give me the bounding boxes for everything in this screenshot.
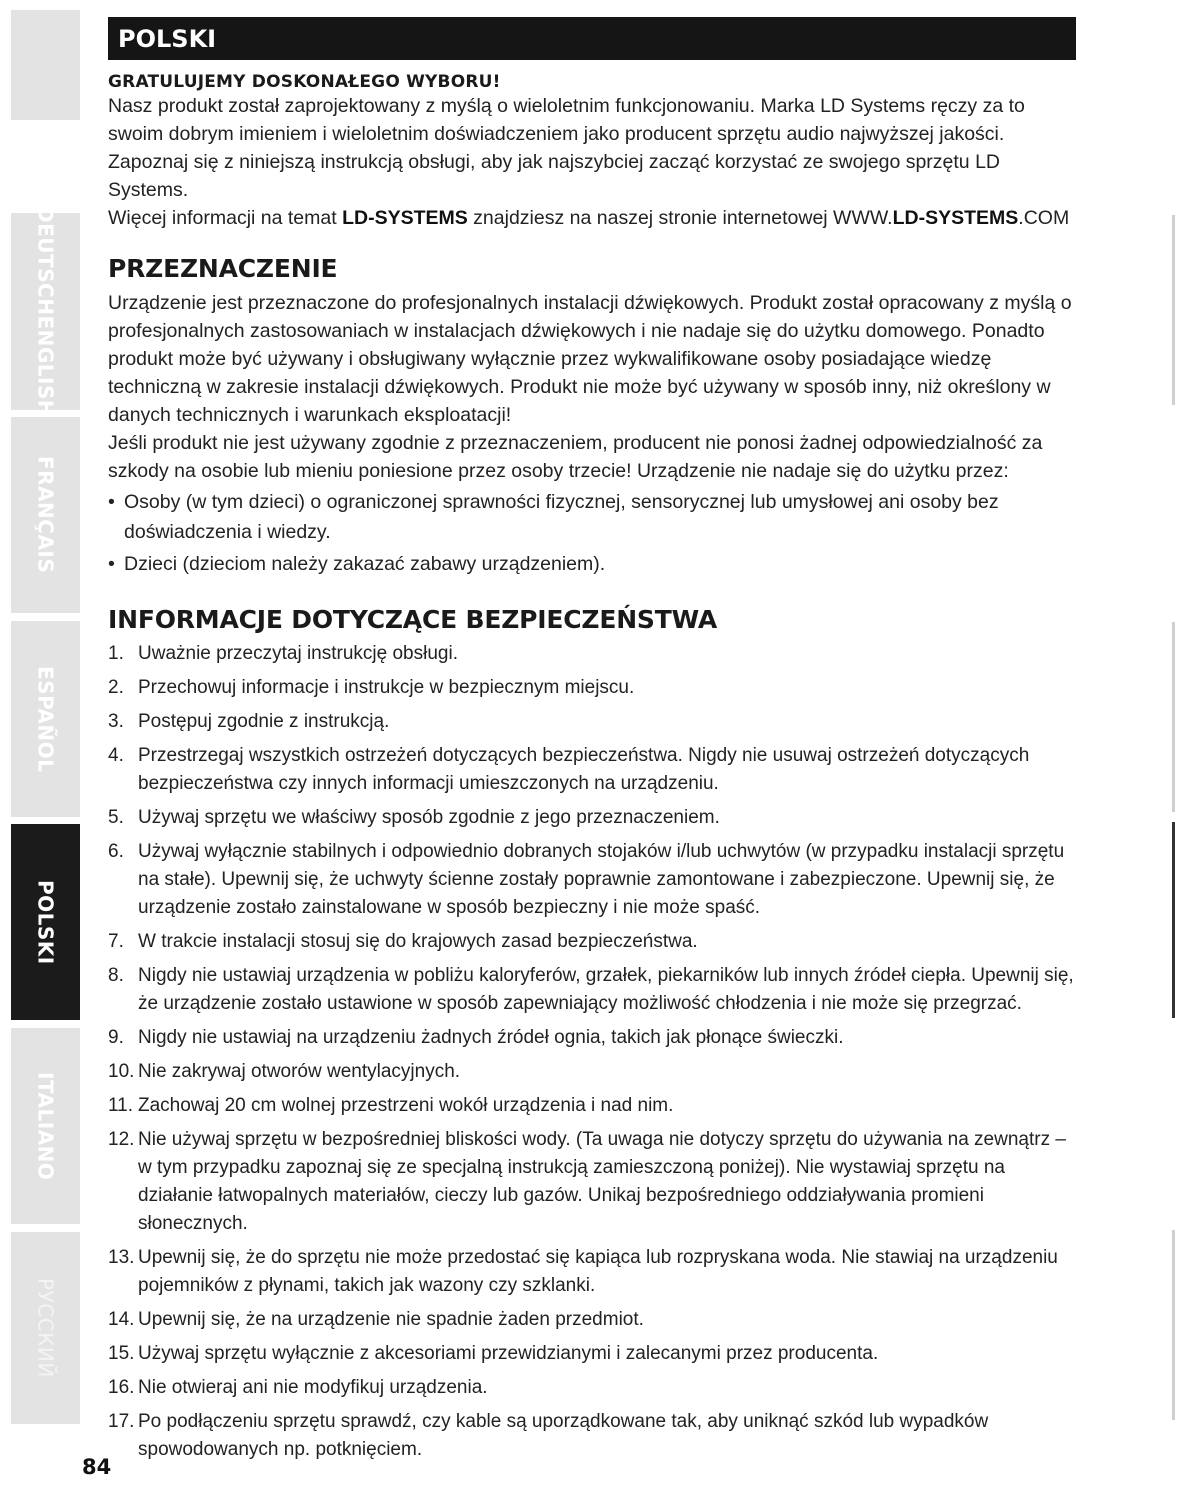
website-suffix[interactable]: .COM (1018, 207, 1070, 229)
safety-item-text: Postępuj zgodnie z instrukcją. (138, 711, 390, 732)
purpose-text-1: Urządzenie jest przeznaczone do profesjonalnych instalacji dźwiękowych. Produkt został opracowany z myślą o profesjonalnych zastosowaniach w instalacjach dźwiękowych i nie nadaje się do użytku domowego. Ponadto produkt może być używany i obsługiwany wyłącznie przez wykwalifikowane osoby posiadające wiedzę techniczną w zakresie instalacji dźwiękowych. Produkt nie może być używany w sposób inny, niż określony w danych technicznych i warunkach eksploatacji! (108, 292, 1072, 426)
page-title: POLSKI (118, 24, 217, 53)
safety-item (108, 742, 1076, 798)
purpose-heading: PRZEZNACZENIE (108, 254, 338, 283)
safety-item (108, 928, 1076, 956)
safety-item-text: Nie otwieraj ani nie modyfikuj urządzenia. (138, 1377, 488, 1398)
safety-item-text: Używaj wyłącznie stabilnych i odpowiednio dobranych stojaków i/lub uchwytów (w przypadku instalacji sprzętu na stałe). Upewnij się, że uchwyty ścienne zostały poprawnie zamontowane i zabezpieczone. Upewnij się, że urządzenie zostało zainstalowane w sposób bezpieczny i nie może spaść. (138, 841, 1065, 918)
safety-item-text: Nie używaj sprzętu w bezpośredniej bliskości wody. (Ta uwaga nie dotyczy sprzętu do używania na zewnątrz – w tym przypadku zapoznaj się ze specjalną instrukcją zamieszczoną poniżej). Nie wystawiaj sprzętu na działanie łatwopalnych materiałów, cieczy lub gazów. Unikaj bezpośredniego oddziaływania promieni słonecznych. (138, 1129, 1066, 1234)
safety-item (108, 962, 1076, 1018)
intro-text: Nasz produkt został zaprojektowany z myślą o wieloletnim funkcjonowaniu. Marka LD Systems ręczy za to swoim dobrym imieniem i wieloletnim doświadczeniem jako producent sprzętu audio najwyższej jakości. Zapoznaj się z niniejszą instrukcją obsługi, aby jak najszybciej zacząć korzystać ze swojego sprzętu LD Systems. (108, 95, 1025, 201)
safety-item-text: Zachowaj 20 cm wolnej przestrzeni wokół urządzenia i nad nim. (138, 1095, 674, 1116)
tab-label: РУССКИЙ (33, 1278, 58, 1378)
safety-item (108, 838, 1076, 922)
intro-heading: GRATULUJEMY DOSKONAŁEGO WYBORU! (108, 72, 501, 92)
safety-item-text: Po podłączeniu sprzętu sprawdź, czy kable są uporządkowane tak, aby uniknąć szkód lub wypadków spowodowanych np. potknięciem. (138, 1411, 989, 1460)
safety-item (108, 1058, 1076, 1086)
edge-mark (1172, 622, 1175, 812)
tab-label: FRANÇAIS (33, 456, 58, 574)
bullet-text: Osoby (w tym dzieci) o ograniczonej sprawności fizycznej, sensorycznej lub umysłowej ani osoby bez doświadczenia i wiedzy. (124, 491, 999, 543)
intro-more-info (108, 204, 1076, 232)
safety-item-number: 7. (108, 931, 124, 952)
safety-item-text: Przechowuj informacje i instrukcje w bezpiecznym miejscu. (138, 677, 635, 698)
tab-label: ITALIANO (33, 1071, 58, 1181)
safety-item-text: Nie zakrywaj otworów wentylacyjnych. (138, 1061, 461, 1082)
safety-item-text: Używaj sprzętu we właściwy sposób zgodnie z jego przeznaczeniem. (138, 807, 720, 828)
safety-item-text: Używaj sprzętu wyłącznie z akcesoriami przewidzianymi i zalecanymi przez producenta. (138, 1343, 879, 1364)
tab-francais[interactable] (11, 417, 80, 613)
safety-item-number: 10. (108, 1061, 135, 1082)
safety-item-number: 4. (108, 745, 124, 766)
safety-heading: INFORMACJE DOTYCZĄCE BEZPIECZEŃSTWA (108, 605, 717, 634)
bullet-dot: • (108, 491, 115, 513)
safety-item (108, 1024, 1076, 1052)
tab-polski[interactable] (11, 824, 80, 1020)
purpose-bullet (108, 549, 1076, 579)
safety-item-number: 14. (108, 1309, 135, 1330)
bullet-dot: • (108, 553, 115, 575)
safety-item (108, 1340, 1076, 1368)
more-info-prefix: Więcej informacji na temat (108, 207, 343, 229)
tab-label: ESPAÑOL (33, 665, 58, 773)
safety-item (108, 640, 1076, 668)
page-content (108, 17, 1076, 1470)
safety-item-number: 3. (108, 711, 124, 732)
safety-item-text: Uważnie przeczytaj instrukcję obsługi. (138, 643, 458, 664)
safety-item-number: 17. (108, 1411, 135, 1432)
safety-item-number: 15. (108, 1343, 135, 1364)
safety-item (108, 1374, 1076, 1402)
safety-item-number: 11. (108, 1095, 134, 1116)
safety-item-text: W trakcie instalacji stosuj się do krajowych zasad bezpieczeństwa. (138, 931, 698, 952)
safety-item-number: 6. (108, 841, 124, 862)
safety-item (108, 1408, 1076, 1464)
website-brand[interactable]: LD-SYSTEMS (892, 207, 1019, 229)
safety-item-number: 2. (108, 677, 124, 698)
tab-italiano[interactable] (11, 1028, 80, 1224)
purpose-text-2: Jeśli produkt nie jest używany zgodnie z przeznaczeniem, producent nie ponosi żadnej odpowiedzialność za szkody na osobie lub mieniu poniesione przez osoby trzecie! Urządzenie nie nadaje się do użytku przez: (108, 432, 1043, 482)
safety-item (108, 1092, 1076, 1120)
edge-mark (1172, 1230, 1175, 1420)
safety-item (108, 1126, 1076, 1238)
safety-item-number: 16. (108, 1377, 135, 1398)
edge-mark-active (1172, 822, 1175, 1018)
safety-item-text: Upewnij się, że na urządzenie nie spadnie żaden przedmiot. (138, 1309, 644, 1330)
safety-item (108, 1306, 1076, 1334)
safety-item-number: 9. (108, 1027, 124, 1048)
safety-item-number: 5. (108, 807, 124, 828)
page-number: 84 (82, 1455, 112, 1479)
safety-item-text: Nigdy nie ustawiaj urządzenia w pobliżu kaloryferów, grzałek, piekarników lub innych źródeł ciepła. Upewnij się, że urządzenie zostało ustawione w sposób zapewniający możliwość chłodzenia i nie może się przegrzać. (138, 965, 1074, 1014)
page-title-bar (108, 17, 1076, 60)
tab-label: POLSKI (33, 879, 58, 965)
more-info-middle: znajdziesz na naszej stronie internetowej WWW. (467, 207, 893, 229)
tab-espanol[interactable] (11, 621, 80, 817)
tab-deutsch-english[interactable] (11, 205, 80, 418)
tab-label: DEUTSCHENGLISH (33, 205, 58, 418)
bullet-text: Dzieci (dzieciom należy zakazać zabawy urządzeniem). (124, 553, 606, 575)
safety-list (108, 640, 1076, 1464)
brand-name: LD-SYSTEMS (342, 207, 468, 229)
safety-item-text: Przestrzegaj wszystkich ostrzeżeń dotyczących bezpieczeństwa. Nigdy nie usuwaj ostrzeżeń dotyczących bezpieczeństwa czy innych informacji umieszczonych na urządzeniu. (138, 745, 1030, 794)
tab-russian[interactable] (11, 1232, 80, 1424)
safety-item-text: Nigdy nie ustawiaj na urządzeniu żadnych źródeł ognia, takich jak płonące świeczki. (138, 1027, 844, 1048)
safety-item (108, 674, 1076, 702)
safety-item-text: Upewnij się, że do sprzętu nie może przedostać się kapiąca lub rozpryskana woda. Nie stawiaj na urządzeniu pojemników z płynami, takich jak wazony czy szklanki. (138, 1247, 1058, 1296)
safety-item-number: 13. (108, 1247, 135, 1268)
safety-item-number: 8. (108, 965, 124, 986)
safety-item (108, 1244, 1076, 1300)
safety-item (108, 708, 1076, 736)
edge-mark (1172, 215, 1175, 405)
safety-item-number: 1. (108, 643, 124, 664)
safety-item-number: 12. (108, 1129, 135, 1150)
safety-item (108, 804, 1076, 832)
purpose-bullet (108, 487, 1076, 547)
tab-blank-top (11, 10, 80, 120)
